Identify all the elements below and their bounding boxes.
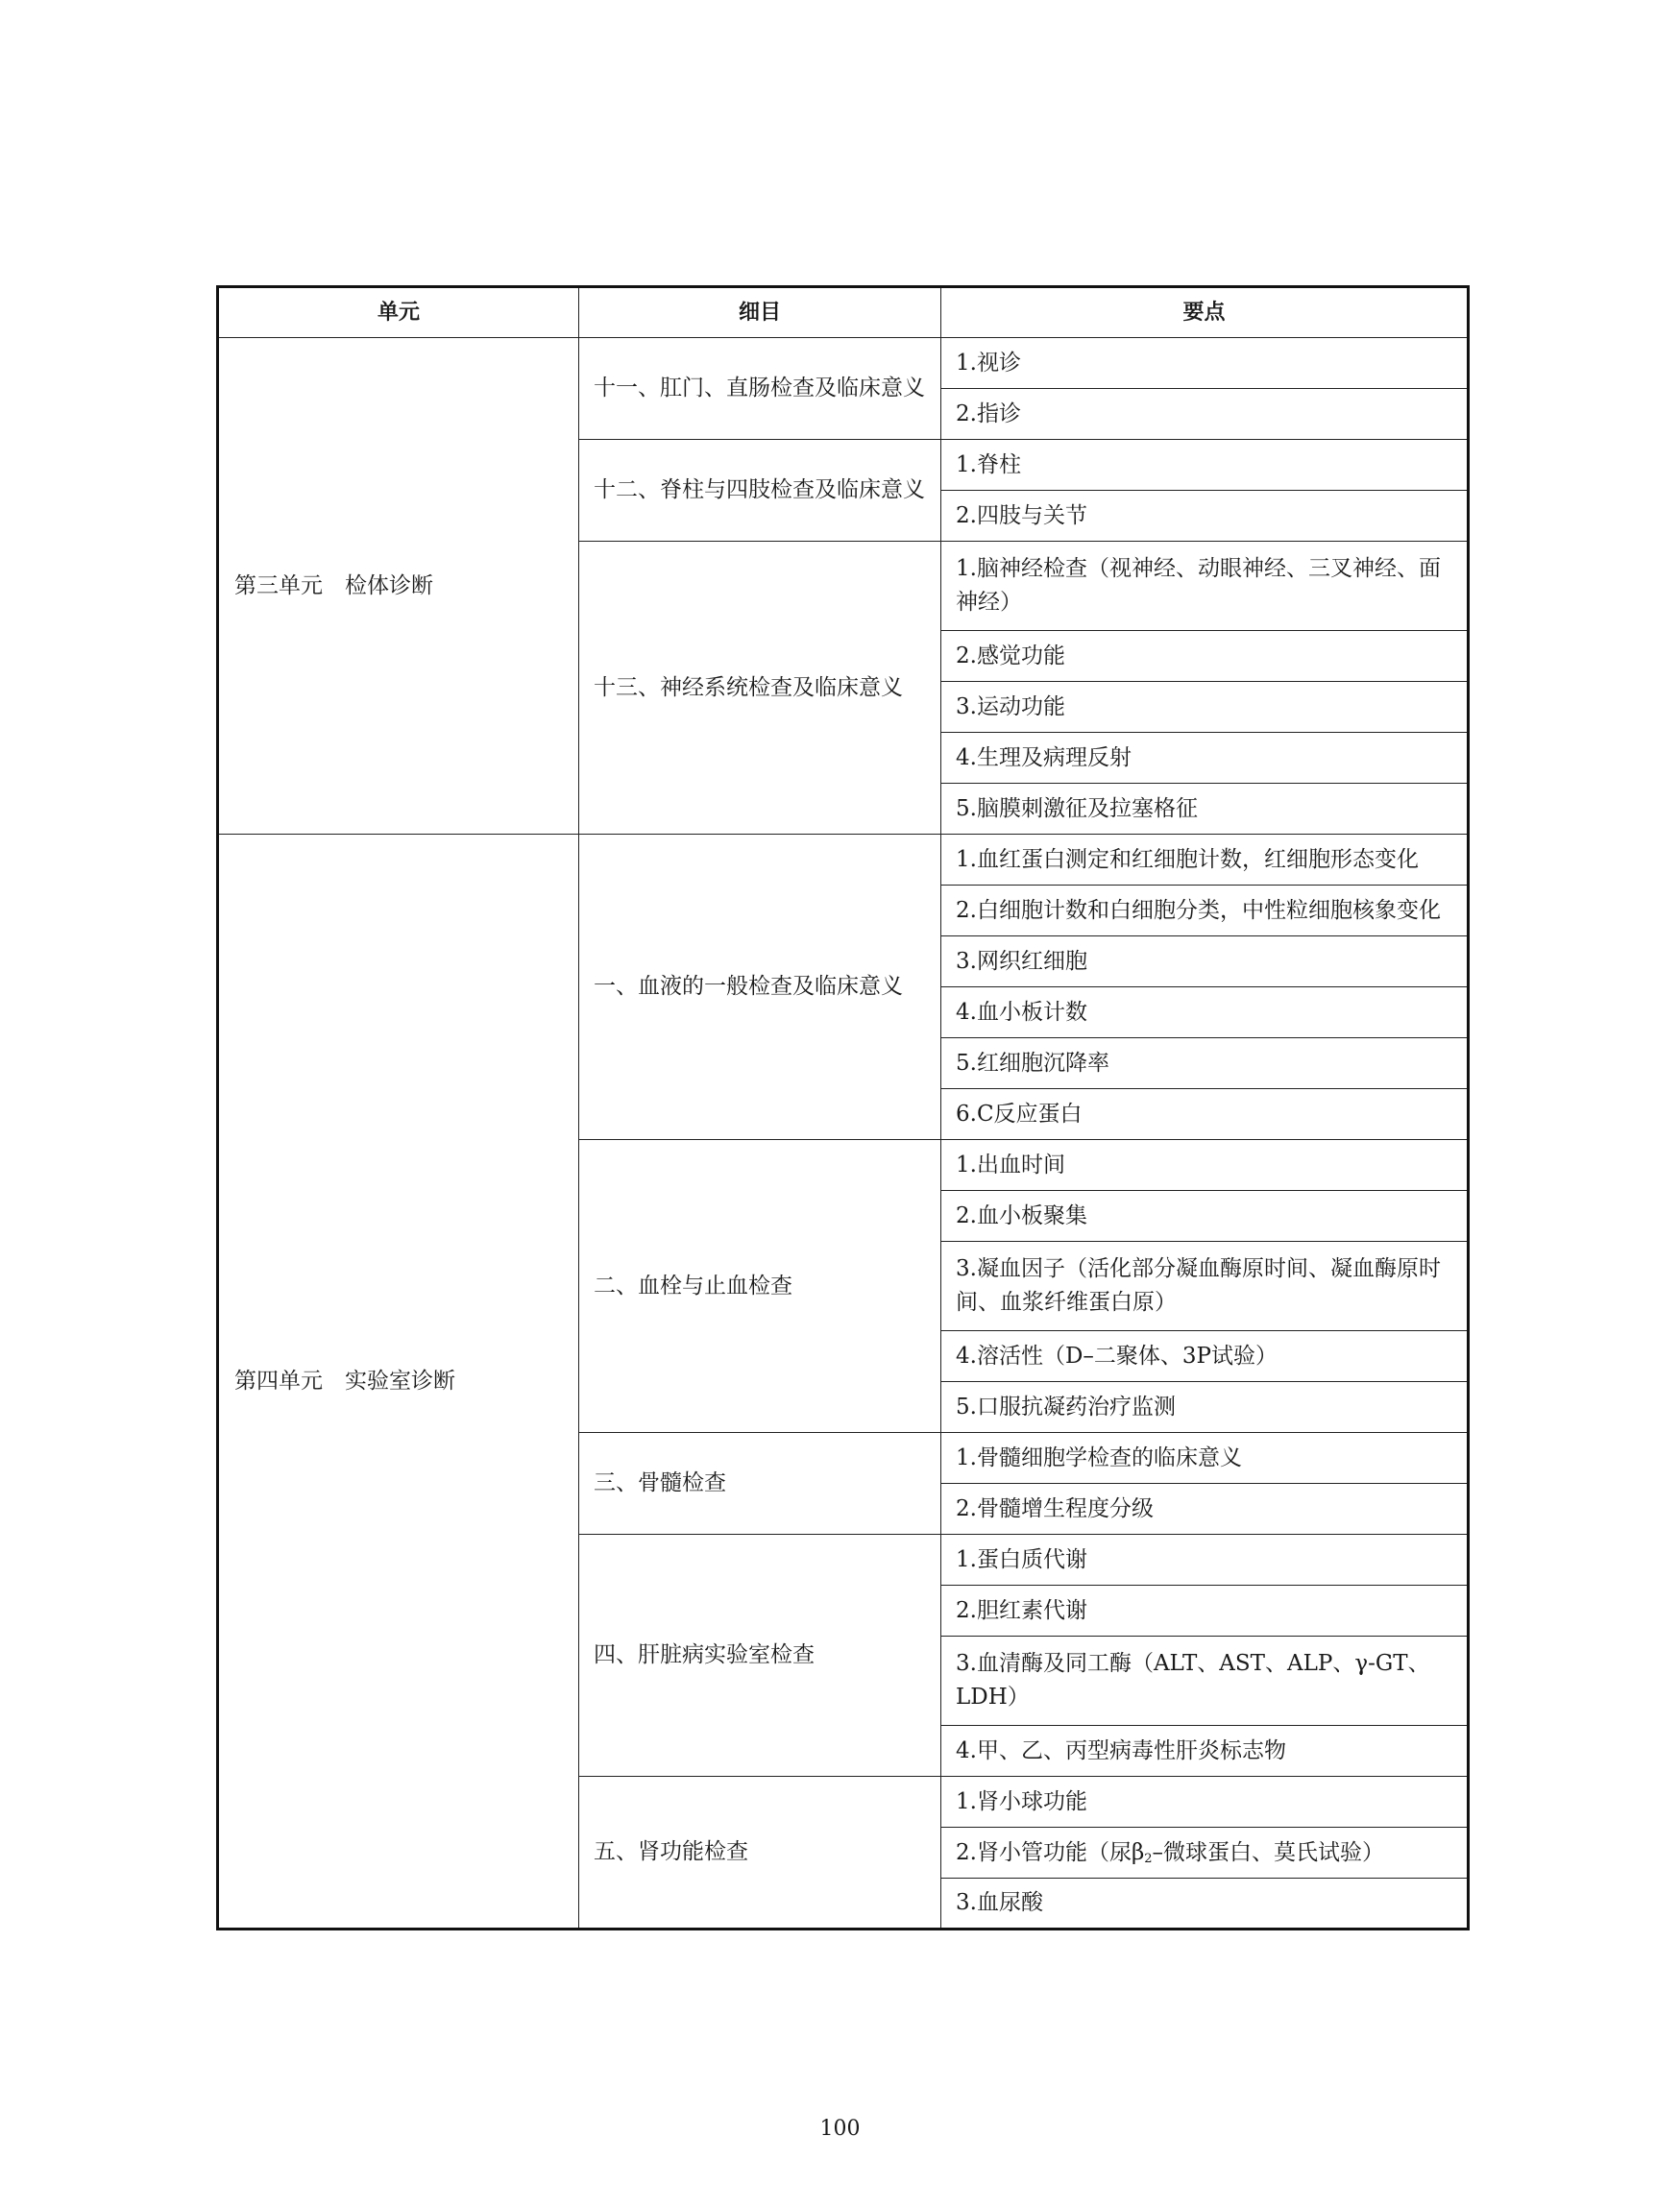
point-cell bbox=[941, 1828, 1469, 1879]
point-cell: 4.血小板计数 bbox=[941, 987, 1469, 1038]
subscript-2: 2 bbox=[1144, 1851, 1153, 1866]
header-unit: 单元 bbox=[218, 287, 579, 338]
point-cell: 3.血清酶及同工酶（ALT、AST、ALP、γ-GT、LDH） bbox=[941, 1637, 1469, 1726]
header-row bbox=[218, 287, 1469, 338]
unit-cell: 第四单元 实验室诊断 bbox=[218, 835, 579, 1930]
unit-cell: 第三单元 检体诊断 bbox=[218, 338, 579, 835]
item-cell: 一、血液的一般检查及临床意义 bbox=[579, 835, 941, 1140]
point-cell: 2.白细胞计数和白细胞分类，中性粒细胞核象变化 bbox=[941, 886, 1469, 936]
header-point: 要点 bbox=[941, 287, 1469, 338]
item-cell: 十一、肛门、直肠检查及临床意义 bbox=[579, 338, 941, 440]
table-row bbox=[218, 835, 1469, 886]
point-cell: 1.视诊 bbox=[941, 338, 1469, 389]
syllabus-table bbox=[216, 285, 1470, 1930]
item-cell: 十三、神经系统检查及临床意义 bbox=[579, 542, 941, 835]
page-number: 100 bbox=[819, 2117, 861, 2141]
point-cell: 3.运动功能 bbox=[941, 682, 1469, 733]
item-cell: 十二、脊柱与四肢检查及临床意义 bbox=[579, 440, 941, 542]
point-cell: 1.血红蛋白测定和红细胞计数，红细胞形态变化 bbox=[941, 835, 1469, 886]
table-header bbox=[218, 287, 1469, 338]
point-cell: 3.网织红细胞 bbox=[941, 936, 1469, 987]
item-cell: 二、血栓与止血检查 bbox=[579, 1140, 941, 1433]
item-cell: 四、肝脏病实验室检查 bbox=[579, 1535, 941, 1777]
point-cell: 2.感觉功能 bbox=[941, 631, 1469, 682]
table-body bbox=[218, 338, 1469, 1930]
item-cell: 五、肾功能检查 bbox=[579, 1777, 941, 1930]
point-cell: 2.血小板聚集 bbox=[941, 1191, 1469, 1242]
point-cell: 1.出血时间 bbox=[941, 1140, 1469, 1191]
point-cell: 5.脑膜刺激征及拉塞格征 bbox=[941, 784, 1469, 835]
point-cell: 2.四肢与关节 bbox=[941, 491, 1469, 542]
point-cell: 4.生理及病理反射 bbox=[941, 733, 1469, 784]
point-cell: 2.骨髓增生程度分级 bbox=[941, 1484, 1469, 1535]
table-row bbox=[218, 338, 1469, 389]
point-cell: 1.骨髓细胞学检查的临床意义 bbox=[941, 1433, 1469, 1484]
point-cell: 1.脊柱 bbox=[941, 440, 1469, 491]
point-text-after: –微球蛋白、莫氏试验） bbox=[1152, 1839, 1385, 1865]
item-cell: 三、骨髓检查 bbox=[579, 1433, 941, 1535]
point-cell: 5.口服抗凝药治疗监测 bbox=[941, 1382, 1469, 1433]
point-cell: 4.溶活性（D–二聚体、3P试验） bbox=[941, 1331, 1469, 1382]
point-cell: 1.脑神经检查（视神经、动眼神经、三叉神经、面神经） bbox=[941, 542, 1469, 631]
point-cell: 5.红细胞沉降率 bbox=[941, 1038, 1469, 1089]
point-cell: 1.蛋白质代谢 bbox=[941, 1535, 1469, 1586]
point-cell: 2.胆红素代谢 bbox=[941, 1586, 1469, 1637]
point-cell: 3.凝血因子（活化部分凝血酶原时间、凝血酶原时间、血浆纤维蛋白原） bbox=[941, 1242, 1469, 1331]
point-cell: 3.血尿酸 bbox=[941, 1879, 1469, 1930]
point-text-before: 2.肾小管功能（尿β bbox=[956, 1839, 1145, 1865]
point-cell: 1.肾小球功能 bbox=[941, 1777, 1469, 1828]
header-item: 细目 bbox=[579, 287, 941, 338]
point-cell: 6.C反应蛋白 bbox=[941, 1089, 1469, 1140]
point-cell: 4.甲、乙、丙型病毒性肝炎标志物 bbox=[941, 1726, 1469, 1777]
point-cell: 2.指诊 bbox=[941, 389, 1469, 440]
